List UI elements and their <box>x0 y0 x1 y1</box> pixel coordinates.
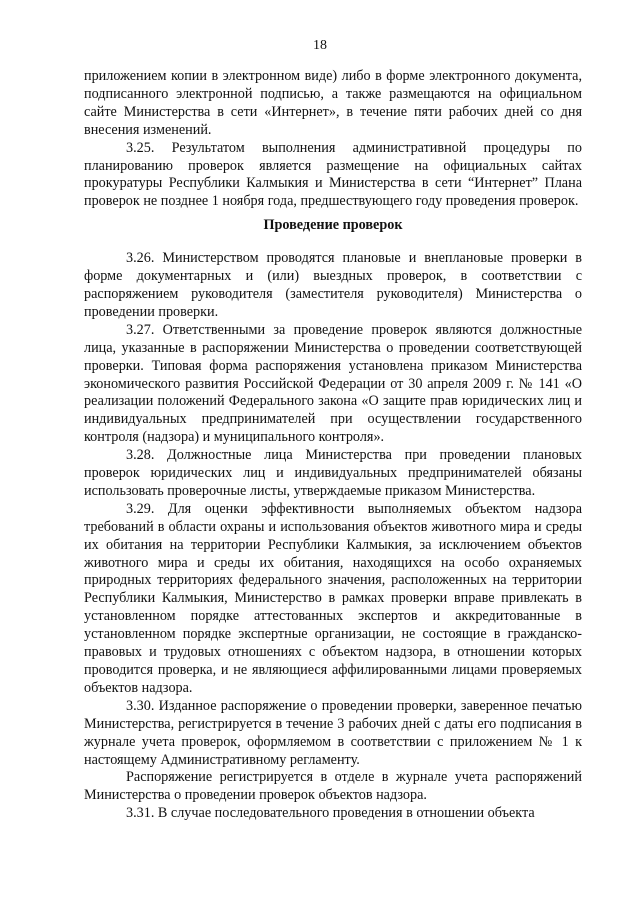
document-body <box>84 68 582 823</box>
paragraph-registration: Распоряжение регистрируется в отделе в журнале учета распоряжений Министерства о проведении проверок объектов надзора. <box>84 769 582 804</box>
paragraph-3-25: 3.25. Результатом выполнения административной процедуры по планированию проверок является размещение на официальных сайтах прокуратуры Республики Калмыкия и Министерства в сети “Интернет” Плана проверок не позднее 1 ноября года, предшествующего году проведения проверок. <box>84 139 582 210</box>
paragraph-3-28: 3.28. Должностные лица Министерства при проведении плановых проверок юридических лиц и индивидуальных предпринимателей обязаны использовать проверочные листы, утверждаемые приказом Министерства. <box>84 447 582 499</box>
paragraph-3-31: 3.31. В случае последовательного проведения в отношении объекта <box>126 805 535 822</box>
paragraph-3-26: 3.26. Министерством проводятся плановые и внеплановые проверки в форме документарных и (или) выездных проверок, в соответствии с распоряжением руководителя (заместителя руководителя) Министерства о проведении проверки. <box>84 250 582 320</box>
paragraph-3-30: 3.30. Изданное распоряжение о проведении проверки, заверенное печатью Министерства, регистрируется в течение 3 рабочих дней с даты его подписания в журнале учета проверок, оформляемом в соответствии с приложением № 1 к настоящему Административному регламенту. <box>84 697 582 768</box>
paragraph-continuation: приложением копии в электронном виде) либо в форме электронного документа, подписанного электронной подписью, а также размещаются на официальном сайте Министерства в сети «Интернет», в течение пяти рабочих дней со дня внесения изменений. <box>84 68 582 138</box>
section-heading: Проведение проверок <box>263 217 403 234</box>
paragraph-3-27: 3.27. Ответственными за проведение проверок являются должностные лица, указанные в распоряжении Министерства о проведении соответствующей проверки. Типовая форма распоряжения установлена приказом Министерства экономического развития Российской Федерации от 30 апреля 2009 г. № 141 «О реализации положений Федерального закона «О защите прав юридических лиц и индивидуальных предпринимателей при осуществлении государственного контроля (надзора) и муниципального контроля». <box>84 321 582 446</box>
page-number: 18 <box>313 38 327 53</box>
paragraph-3-29: 3.29. Для оценки эффективности выполняемых объектом надзора требований в области охраны и использования объектов животного мира и среды их обитания на территории Республики Калмыкия, за исключением объектов животного мира и среды их обитания, находящихся на особо охраняемых природных территориях федерального значения, расположенных на территории Республики Калмыкия, Министерство в рамках проверки вправе привлекать в установленном порядке аттестованных экспертов и аккредитованные в установленном порядке экспертные организации, не состоящие в гражданско-правовых и трудовых отношениях с объектом надзора, в отношении которых проводится проверка, и не являющиеся аффилированными лицами проверяемых объектов надзора. <box>84 500 582 696</box>
